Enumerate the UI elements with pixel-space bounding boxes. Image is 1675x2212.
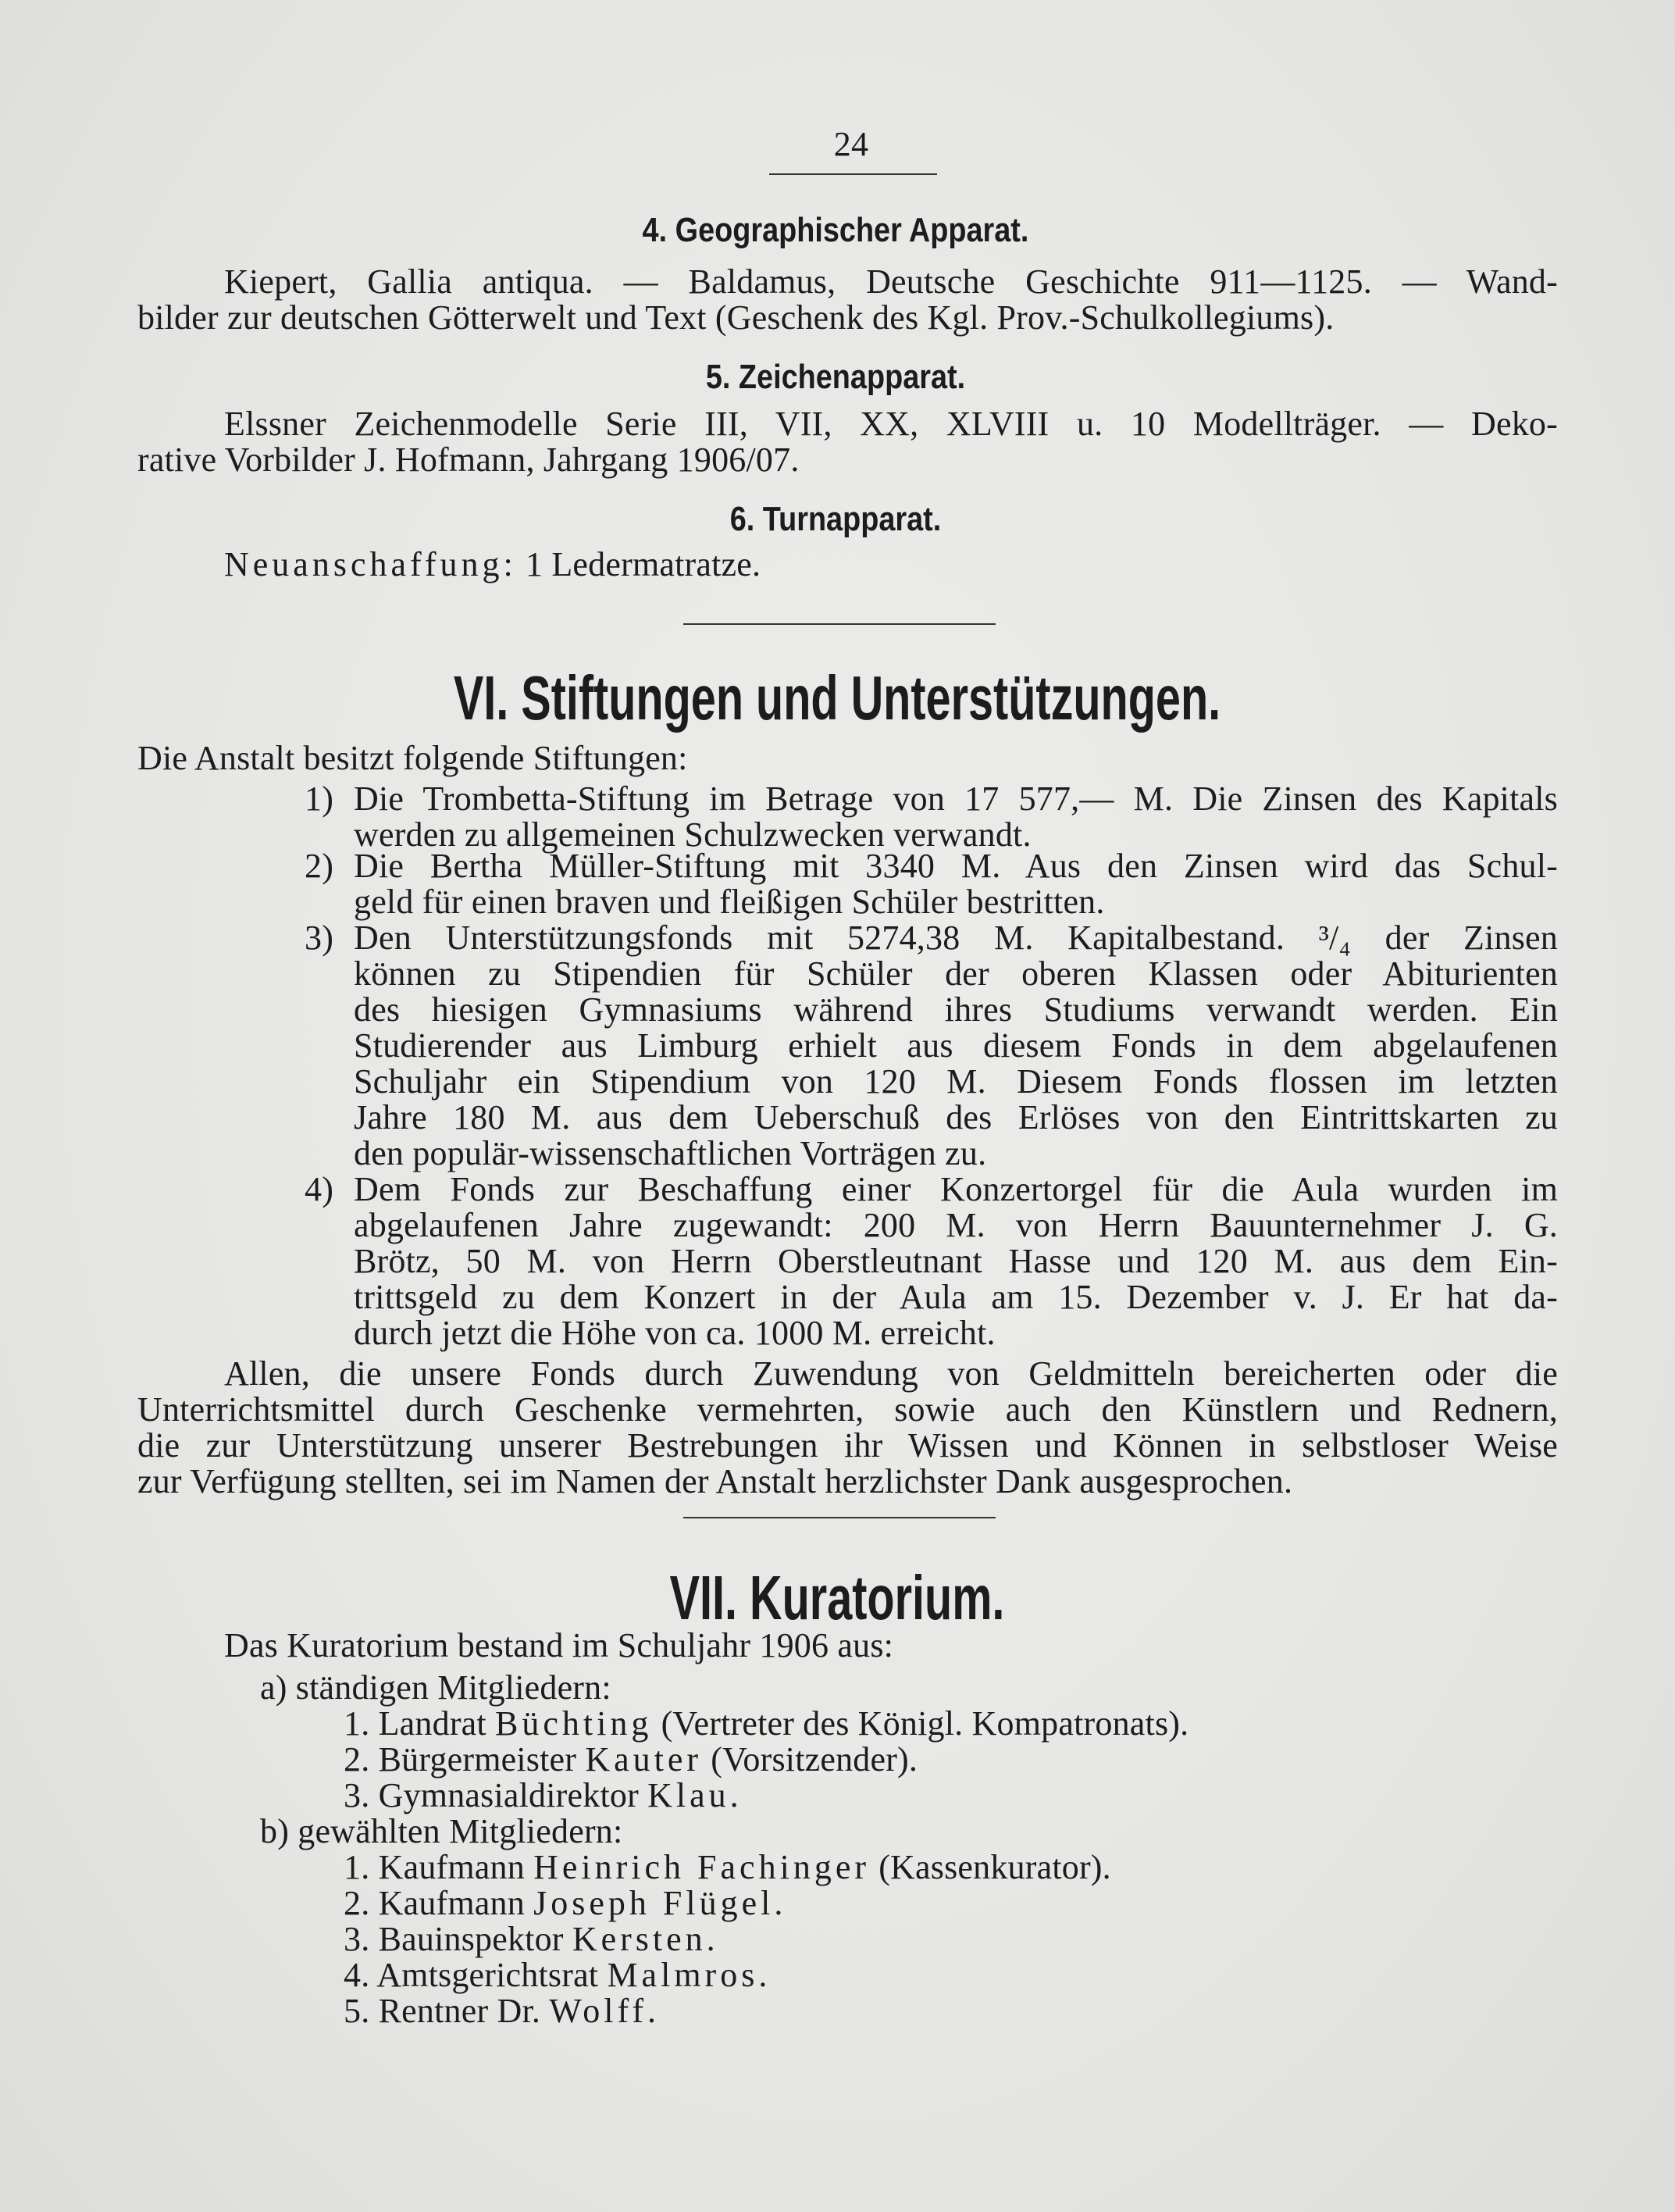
member-role: (Kassenkurator). xyxy=(878,1848,1111,1886)
closing-line-3: die zur Unterstützung unserer Bestrebungen ihr Wissen und Können in selbstloser Weise xyxy=(137,1426,1558,1465)
stiftung-1-line-1: Die Trombetta-Stiftung im Betrage von 17 577,— M. Die Zinsen des Kapitals xyxy=(354,780,1558,818)
member-title: Amtsgerichtsrat xyxy=(376,1956,599,1994)
stiftung-4-line-5: durch jetzt die Höhe von ca. 1000 M. erreicht. xyxy=(354,1314,996,1352)
member-number: 5. xyxy=(344,1992,370,2030)
stiftung-1-line-2: werden zu allgemeinen Schulzwecken verwandt. xyxy=(354,815,1032,854)
closing-line-2: Unterrichtsmittel durch Geschenke vermehrten, sowie auch den Künstlern und Rednern, xyxy=(137,1390,1558,1429)
stiftung-3-line-3: des hiesigen Gymnasiums während ihres Studiums verwandt werden. Ein xyxy=(354,990,1558,1029)
member-a-2 xyxy=(344,1742,918,1778)
stiftung-3-line-5: Schuljahr ein Stipendium von 120 M. Diesem Fonds flossen im letzten xyxy=(354,1062,1558,1101)
stiftung-3-line-4: Studierender aus Limburg erhielt aus diesem Fonds in dem abgelaufenen xyxy=(354,1026,1558,1065)
section-6-label: Neuanschaffung: xyxy=(224,545,517,583)
member-title: Bürgermeister xyxy=(378,1740,577,1779)
member-role: (Vertreter des Königl. Kompatronats). xyxy=(661,1704,1189,1743)
section-5-heading: 5. Zeichenapparat. xyxy=(705,358,966,396)
chapter-7-intro: Das Kuratorium bestand im Schuljahr 1906 aus: xyxy=(224,1626,894,1664)
member-name: Kersten. xyxy=(572,1920,719,1958)
section-6-text: 1 Ledermatratze. xyxy=(525,545,761,583)
section-4-line-1: Kiepert, Gallia antiqua. — Baldamus, Deutsche Geschichte 911—1125. — Wand- xyxy=(224,262,1558,301)
section-rule-2 xyxy=(683,1517,996,1518)
member-title: Bauinspektor xyxy=(378,1920,564,1958)
member-a-1 xyxy=(344,1706,1189,1742)
section-6-heading: 6. Turnapparat. xyxy=(729,500,942,538)
section-5-line-2: rative Vorbilder J. Hofmann, Jahrgang 1906/07. xyxy=(137,441,800,479)
section-4-heading: 4. Geographischer Apparat. xyxy=(642,211,1029,249)
page-number: 24 xyxy=(833,125,869,163)
page-number-rule xyxy=(769,173,937,175)
member-number: 4. xyxy=(344,1956,370,1994)
stiftung-4-line-1: Dem Fonds zur Beschaffung einer Konzertorgel für die Aula wurden im xyxy=(354,1170,1558,1208)
member-name: Büchting xyxy=(495,1704,653,1743)
member-b-4 xyxy=(344,1957,771,1993)
member-number: 2. xyxy=(344,1740,370,1779)
stiftung-4-number: 4) xyxy=(305,1170,334,1208)
member-name: Wolff. xyxy=(549,1992,661,2030)
member-name: Kauter xyxy=(585,1740,703,1779)
member-name: Klau. xyxy=(647,1776,743,1814)
stiftung-4-line-2: abgelaufenen Jahre zugewandt: 200 M. von Herrn Bauunternehmer J. G. xyxy=(354,1206,1558,1244)
group-a-label: a) ständigen Mitgliedern: xyxy=(260,1668,611,1707)
chapter-6-heading: VI. Stiftungen und Unterstützungen. xyxy=(453,663,1221,733)
member-a-3 xyxy=(344,1778,743,1814)
stiftung-4-line-3: Brötz, 50 M. von Herrn Oberstleutnant Hasse und 120 M. aus dem Ein- xyxy=(354,1242,1558,1280)
closing-line-4: zur Verfügung stellten, sei im Namen der Anstalt herzlichster Dank ausgesprochen. xyxy=(137,1462,1293,1500)
stiftung-2-line-2: geld für einen braven und fleißigen Schüler bestritten. xyxy=(354,883,1105,921)
section-4-line-2: bilder zur deutschen Götterwelt und Text (Geschenk des Kgl. Prov.-Schulkollegiums). xyxy=(137,298,1335,337)
stiftung-3-number: 3) xyxy=(305,919,334,957)
member-b-2 xyxy=(344,1886,786,1921)
member-number: 2. xyxy=(344,1884,370,1922)
member-name: Heinrich Fachinger xyxy=(533,1848,870,1886)
member-title: Gymnasialdirektor xyxy=(378,1776,639,1814)
member-title: Kaufmann xyxy=(378,1848,525,1886)
member-b-1 xyxy=(344,1850,1111,1886)
member-b-3 xyxy=(344,1921,719,1957)
chapter-7-heading: VII. Kuratorium. xyxy=(669,1563,1005,1632)
stiftung-3-line-1: Den Unterstützungsfonds mit 5274,38 M. Kapitalbestand. ³/₄ der Zinsen xyxy=(354,919,1558,957)
stiftung-4-line-4: trittsgeld zu dem Konzert in der Aula am 15. Dezember v. J. Er hat da- xyxy=(354,1278,1558,1316)
stiftung-3-line-2: können zu Stipendien für Schüler der oberen Klassen oder Abiturienten xyxy=(354,954,1558,993)
member-title: Landrat xyxy=(378,1704,486,1743)
stiftung-2-number: 2) xyxy=(305,847,334,885)
section-rule-1 xyxy=(683,623,996,625)
member-number: 3. xyxy=(344,1920,370,1958)
stiftung-3-line-6: Jahre 180 M. aus dem Ueberschuß des Erlöses von den Eintrittskarten zu xyxy=(354,1098,1558,1136)
stiftung-1-number: 1) xyxy=(305,780,334,818)
chapter-6-intro: Die Anstalt besitzt folgende Stiftungen: xyxy=(137,739,688,777)
section-6-line xyxy=(224,547,761,583)
closing-line-1: Allen, die unsere Fonds durch Zuwendung von Geldmitteln bereicherten oder die xyxy=(224,1354,1558,1393)
member-title: Rentner Dr. xyxy=(378,1992,541,2030)
member-title: Kaufmann xyxy=(378,1884,525,1922)
member-b-5 xyxy=(344,1993,660,2029)
stiftung-2-line-1: Die Bertha Müller-Stiftung mit 3340 M. Aus den Zinsen wird das Schul- xyxy=(354,847,1558,885)
member-number: 1. xyxy=(344,1848,370,1886)
member-role: (Vorsitzender). xyxy=(711,1740,918,1779)
member-name: Joseph Flügel. xyxy=(533,1884,787,1922)
section-5-line-1: Elssner Zeichenmodelle Serie III, VII, XX, XLVIII u. 10 Modellträger. — Deko- xyxy=(224,405,1558,443)
member-number: 1. xyxy=(344,1704,370,1743)
group-b-label: b) gewählten Mitgliedern: xyxy=(260,1812,623,1850)
member-name: Malmros. xyxy=(607,1956,772,1994)
member-number: 3. xyxy=(344,1776,370,1814)
stiftung-3-line-7: den populär-wissenschaftlichen Vorträgen zu. xyxy=(354,1134,987,1172)
